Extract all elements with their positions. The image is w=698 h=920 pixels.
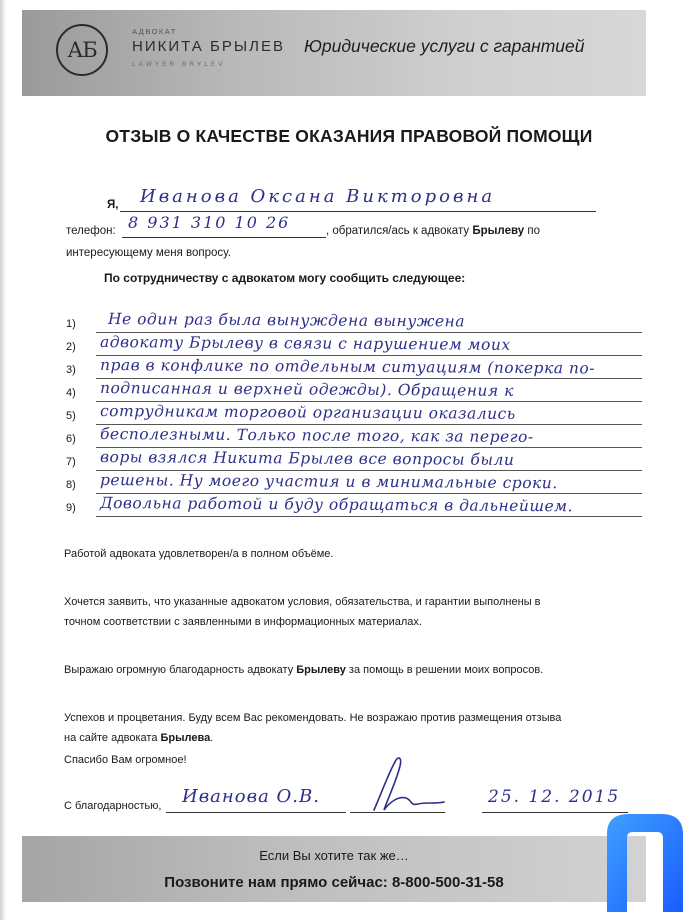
handwritten-line: решены. Ну моего участия и в минимальные сроки. xyxy=(99,471,558,493)
handwritten-line: бесполезными. Только после того, как за перего- xyxy=(99,425,534,447)
row-number: 6) xyxy=(66,433,76,445)
header-banner xyxy=(22,10,646,96)
appeal-name: Брылеву xyxy=(472,225,525,237)
handwritten-signoff-name: Иванова О.В. xyxy=(182,786,320,807)
handwritten-line: прав в конфлике по отдельным ситуациям (покерка по- xyxy=(99,356,596,378)
gratitude-pre: Выражаю огромную благодарность адвокату xyxy=(64,664,297,676)
logo-emblem xyxy=(56,24,108,76)
row-number: 4) xyxy=(66,387,76,399)
handwritten-line: Довольна работой и буду обращаться в дальнейшем. xyxy=(99,494,574,516)
logo-caption: АДВОКАТ xyxy=(132,27,177,36)
handwritten-line: подписанная и верхней одежды). Обращения к xyxy=(99,379,514,400)
footer-line1: Если Вы хотите так же… xyxy=(259,848,409,863)
recommend-text-line1: Успехов и процветания. Буду всем Вас рекомендовать. Не возражаю против размещения отзыва xyxy=(64,712,562,724)
section-title: По сотрудничеству с адвокатом могу сообщить следующее: xyxy=(104,271,466,285)
conditions-text-line1: Хочется заявить, что указанные адвокатом условия, обязательства, и гарантии выполнены в xyxy=(64,596,541,608)
logo-monogram: АБ xyxy=(67,38,97,62)
row-number: 2) xyxy=(66,341,76,353)
row-number: 3) xyxy=(66,364,76,376)
appeal-text xyxy=(326,225,540,237)
row-number: 8) xyxy=(66,479,76,491)
gratitude-post: за помощь в решении моих вопросов. xyxy=(345,664,544,676)
row-number: 7) xyxy=(66,456,76,468)
row-number: 9) xyxy=(66,502,76,514)
handwritten-date: 25. 12. 2015 xyxy=(488,787,621,807)
logo-subtitle: LAWYER BRYLEV xyxy=(132,61,226,68)
row-number: 5) xyxy=(66,410,76,422)
appeal-pre: , обратился/ась к адвокату xyxy=(326,225,470,237)
signoff-label: С благодарностью, xyxy=(64,800,162,812)
handwritten-phone: 8 931 310 10 26 xyxy=(128,213,291,232)
thank-you-text: Спасибо Вам огромное! xyxy=(64,754,187,766)
handwritten-line: Не один раз была вынуждена вынужена xyxy=(107,310,466,331)
row-number: 1) xyxy=(66,318,76,330)
handwritten-line: воры взялся Никита Брылев все вопросы были xyxy=(99,448,515,469)
handwritten-line: сотрудникам торговой организации оказались xyxy=(99,402,516,423)
gratitude-name: Брылеву xyxy=(296,664,346,676)
document-title: ОТЗЫВ О КАЧЕСТВЕ ОКАЗАНИЯ ПРАВОВОЙ ПОМОЩИ xyxy=(105,126,593,146)
row-underline xyxy=(96,516,642,517)
header-slogan: Юридические услуги с гарантией xyxy=(304,36,585,56)
signature-mark xyxy=(352,752,448,818)
appeal-post: по xyxy=(527,225,540,237)
ya-label: Я, xyxy=(107,199,119,211)
appeal-line2: интересующему меня вопросу. xyxy=(66,247,231,259)
footer-banner xyxy=(22,836,646,902)
satisfaction-text: Работой адвоката удовлетворен/а в полном объёме. xyxy=(64,548,334,560)
signoff-name-underline xyxy=(166,812,346,813)
recommend-name: Брылева xyxy=(160,732,211,744)
phone-label: телефон: xyxy=(66,225,116,237)
gratitude-text xyxy=(64,660,543,680)
conditions-text-line2: точном соответствии с заявленными в информационных материалах. xyxy=(64,616,422,628)
watermark-logo xyxy=(601,812,689,912)
footer-phone-line: Позвоните нам прямо сейчас: 8-800-500-31-58 xyxy=(164,874,504,891)
logo-name: НИКИТА БРЫЛЕВ xyxy=(132,38,285,55)
recommend-post: . xyxy=(210,732,214,744)
handwritten-line: адвокату Брылеву в связи с нарушением моих xyxy=(99,333,511,354)
phone-underline xyxy=(122,237,326,238)
handwritten-name: Иванова Оксана Викторовна xyxy=(140,186,496,207)
recommend-text-line2 xyxy=(64,728,213,748)
recommend-pre: на сайте адвоката xyxy=(64,732,161,744)
